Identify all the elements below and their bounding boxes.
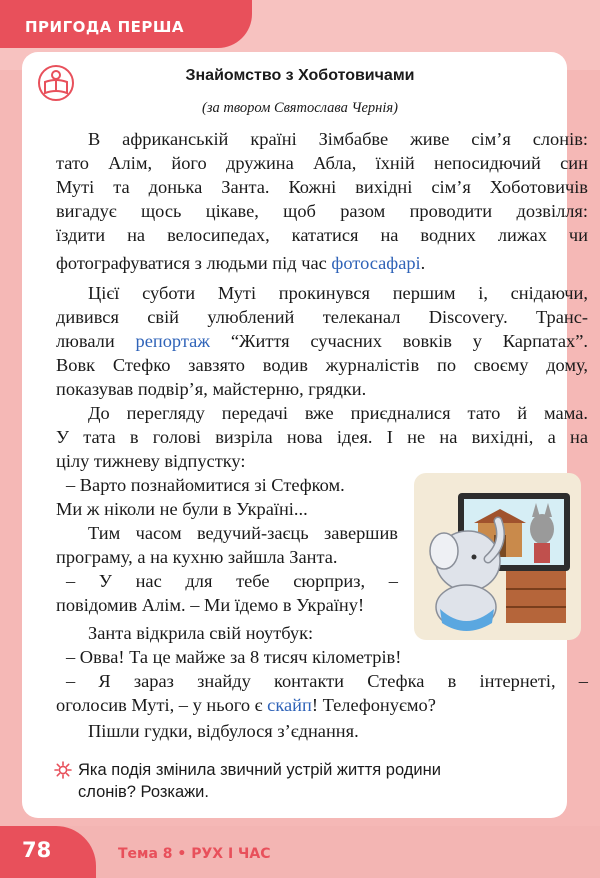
- task-question: слонів? Розкажи.: [78, 783, 209, 801]
- story-line: тато Алім, його дружина Абла, їхній непосидючий син: [56, 153, 588, 173]
- term-reportage: репортаж: [135, 331, 210, 351]
- story-line: дивився свій улюблений телеканал Discovery. Транс-: [56, 307, 588, 327]
- story-text: “Життя сучасних вовків у Карпатах”.: [230, 331, 588, 351]
- story-line: – Овва! Та це майже за 8 тисяч кілометрів!: [66, 647, 402, 667]
- story-author: (за твором Святослава Чернія): [202, 100, 398, 116]
- story-line: Ми ж ніколи не були в Україні...: [56, 499, 308, 519]
- section-title: ПРИГОДА ПЕРША: [25, 18, 185, 36]
- story-title: Знайомство з Хоботовичами: [185, 67, 415, 84]
- story-line: Вовк Стефко завзято водив журналістів по своєму дому,: [56, 355, 588, 375]
- story-line: їздити на велосипедах, кататися на водних лижах чи: [56, 225, 588, 245]
- story-line: повідомив Алім. – Ми їдемо в Україну!: [56, 595, 365, 615]
- story-line: – У нас для тебе сюрприз, –: [66, 571, 398, 591]
- story-text: лювали: [56, 331, 115, 351]
- story-line: До перегляду передачі вже приєдналися тато й мама.: [88, 403, 588, 423]
- term-photosafari: фотосафарі: [331, 253, 421, 273]
- story-line: Цієї суботи Муті прокинувся першим і, снідаючи,: [88, 283, 588, 303]
- story-line: Муті та донька Занта. Кожні вихідні сім’я Хоботовичів: [56, 177, 588, 197]
- story-line: Тим часом ведучий-заєць завершив: [88, 523, 398, 543]
- story-line: програму, а на кухню зайшла Занта.: [56, 547, 338, 567]
- story-line: У тата в голові визріла нова ідея. І не на вихідні, а на: [56, 427, 588, 447]
- story-line: показував подвір’я, майстерню, грядки.: [56, 379, 367, 399]
- story-text: ! Телефонуємо?: [311, 695, 436, 715]
- story-line: [56, 329, 588, 353]
- story-text: оголосив Муті, – у нього є: [56, 695, 263, 715]
- elephant-tv-illustration: [414, 473, 581, 640]
- story-line: [56, 251, 425, 275]
- story-text: фотографуватися з людьми під час: [56, 253, 327, 273]
- sun-task-icon: [54, 761, 72, 779]
- story-line: Занта відкрила свій ноутбук:: [88, 623, 314, 643]
- story-line: В африканській країні Зімбабве живе сім’я слонів:: [88, 129, 588, 149]
- task-question: Яка подія змінила звичний устрій життя родини: [78, 761, 441, 779]
- story-line: – Варто познайомитися зі Стефком.: [66, 475, 345, 495]
- story-line: – Я зараз знайду контакти Стефка в інтернеті, –: [66, 671, 588, 691]
- story-line: Пішли гудки, відбулося з’єднання.: [88, 721, 359, 741]
- story-text: .: [420, 253, 426, 273]
- topic-label: Тема 8 • РУХ І ЧАС: [118, 846, 271, 862]
- term-skype: скайп: [267, 695, 312, 715]
- story-line: вигадує щось цікаве, щоб разом проводити дозвілля:: [56, 201, 588, 221]
- story-line: цілу тижневу відпустку:: [56, 451, 246, 471]
- story-line: [56, 693, 436, 717]
- page-number: 78: [22, 838, 52, 862]
